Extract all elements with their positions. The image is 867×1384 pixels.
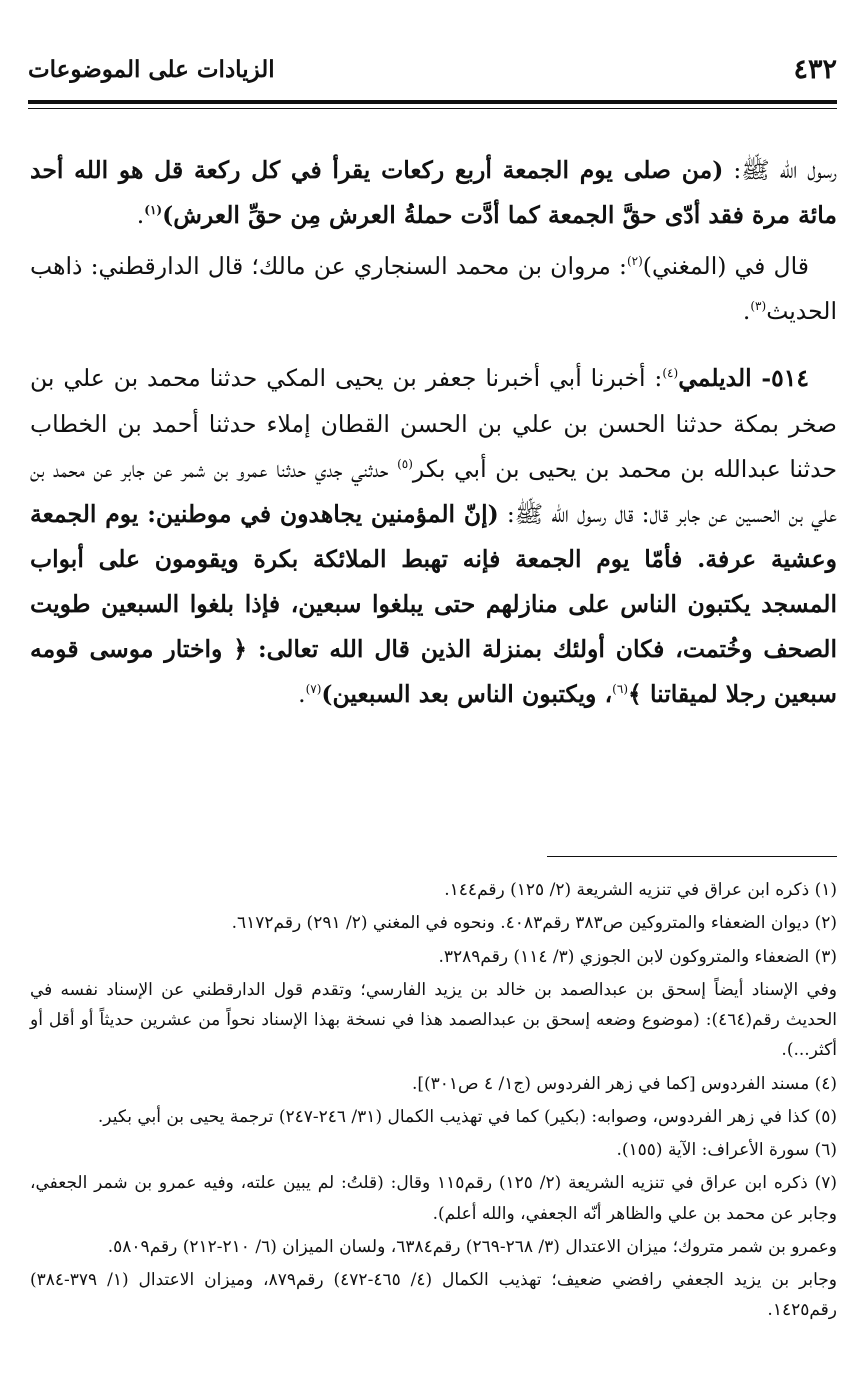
paragraph-1-end: . xyxy=(136,201,145,230)
footnote-ref-5: (٥) xyxy=(397,456,413,471)
footnote-7: (٧) ذكره ابن عراق في تنزيه الشريعة (٢/ ١٢٥) رقم١١٥ وقال: (قلتُ: لم يبين علته، وفيه عمرو بن شمر الجعفي، وجابر عن محمد بن علي والظاهر أنّه الجعفي، والله أعلم). xyxy=(30,1173,837,1224)
paragraph-3-end: . xyxy=(298,680,306,709)
header-rule-thick xyxy=(28,100,837,104)
footnote-2: (٢) ديوان الضعفاء والمتروكين ص٣٨٣ رقم٤٠٨٣. ونحوه في المغني (٢/ ٢٩١) رقم٦١٧٢. xyxy=(231,913,837,934)
footnote-7-continued-1: وعمرو بن شمر متروك؛ ميزان الاعتدال (٣/ ٢٦٨-٢٦٩) رقم٦٣٨٤، ولسان الميزان (٦/ ٢١٠-٢١٢) رقم٥٨٠٩. xyxy=(107,1236,837,1257)
running-title: الزيادات على الموضوعات xyxy=(28,56,275,83)
footnote-ref-3: (٣) xyxy=(750,299,767,314)
footnote-separator xyxy=(547,856,837,857)
header-rule-thin xyxy=(28,108,837,109)
main-text xyxy=(30,148,837,717)
footnote-4: (٤) مسند الفردوس [كما في زهر الفردوس (ج١/ ٤ ص٣٠١)]. xyxy=(411,1073,837,1094)
hadith-514-text: (إنّ المؤمنين يجاهدون في موطنين: يوم الجمعة وعشية عرفة. فأمّا يوم الجمعة فإنه تهبط الملائكة بكرة ويقومون على أبواب المسجد يكتبون الناس على منازلهم حتى يبلغوا سبعين، فإذا بلغوا السبعين طويت الصحف وخُتمت، فكان أولئك بمنزلة الذين قال الله تعالى: xyxy=(30,499,837,664)
paragraph-hadith-514 xyxy=(30,356,837,717)
footnote-1: (١) ذكره ابن عراق في تنزيه الشريعة (٢/ ١٢٥) رقم١٤٤. xyxy=(444,880,837,900)
paragraph-mughni xyxy=(30,244,837,334)
footnote-5: (٥) كذا في زهر الفردوس، وصوابه: (بكير) كما في تهذيب الكمال (٣١/ ٢٤٦-٢٤٧) ترجمة يحيى بن أبي بكير. xyxy=(97,1106,837,1127)
footnotes xyxy=(30,872,837,1326)
footnote-3-continued: وفي الإسناد أيضاً إسحق بن عبدالصمد بن خالد بن يزيد الفارسي؛ وتقدم قول الدارقطني عن الإسناد نفسه في الحديث رقم(٤٦٤): (موضوع وضعه إسحق بن عبدالصمد هذا في نسخة بهذا الإسناد نحواً من عشرين حديثاً أو أقل أو أكثر...). xyxy=(30,979,837,1061)
running-header xyxy=(28,50,837,96)
footnote-7-continued-2: وجابر بن يزيد الجعفي رافضي ضعيف؛ تهذيب الكمال (٤/ ٤٦٥-٤٧٢) رقم٨٧٩، وميزان الاعتدال (١/ ٣٧٩-٣٨٤) رقم١٤٢٥. xyxy=(30,1270,838,1321)
isnad-part-1: : أخبرنا أبي أخبرنا جعفر بن يحيى المكي حدثنا محمد بن علي بن صخر بمكة حدثنا الحسن بن علي بن الحسن القطان إملاء حدثنا أحمد بن الخطاب حدثنا عبدالله بن محمد بن يحيى بن أبي بكر xyxy=(30,364,837,483)
isnad-part-2: حدثني جدي حدثنا عمرو بن شمر عن جابر عن محمد بن علي بن الحسين عن جابر قال: قال رسول الله ﷺ: xyxy=(30,454,837,528)
paragraph-1-intro: رسول الله ﷺ: xyxy=(723,156,837,184)
footnote-ref-6: (٦) xyxy=(612,682,628,697)
hadith-1-text: (من صلى يوم الجمعة أربع ركعات يقرأ في كل ركعة قل هو الله أحد مائة مرة فقد أدّى حقَّ الجمعة كما أدَّت حملةُ العرش مِن حقِّ العرش) xyxy=(30,156,837,230)
footnote-ref-7: (٧) xyxy=(305,682,322,697)
source-name: الديلمي xyxy=(678,364,752,393)
footnote-6: (٦) سورة الأعراف: الآية (١٥٥). xyxy=(616,1140,837,1160)
page-number: ٤٣٢ xyxy=(793,54,837,85)
footnote-ref-2: (٢) xyxy=(626,254,643,269)
footnote-ref-4: (٤) xyxy=(662,366,679,381)
paragraph-2-intro: قال في (المغني) xyxy=(642,252,810,281)
paragraph-hadith-1 xyxy=(30,148,837,238)
hadith-number: ٥١٤- xyxy=(751,364,809,393)
hadith-514-tail: ، ويكتبون الناس بعد السبعين) xyxy=(321,680,613,709)
paragraph-2-end: . xyxy=(742,297,751,326)
paragraph-2-text: : مروان بن محمد السنجاري عن مالك؛ قال الدارقطني: ذاهب الحديث xyxy=(30,252,837,326)
footnote-3: (٣) الضعفاء والمتروكون لابن الجوزي (٣/ ١١٤) رقم٣٢٨٩. xyxy=(438,946,837,967)
quran-verse: ﴿ واختار موسى قومه سبعين رجلا لميقاتنا ﴾ xyxy=(30,635,837,709)
footnote-ref-1: (١) xyxy=(144,203,163,218)
